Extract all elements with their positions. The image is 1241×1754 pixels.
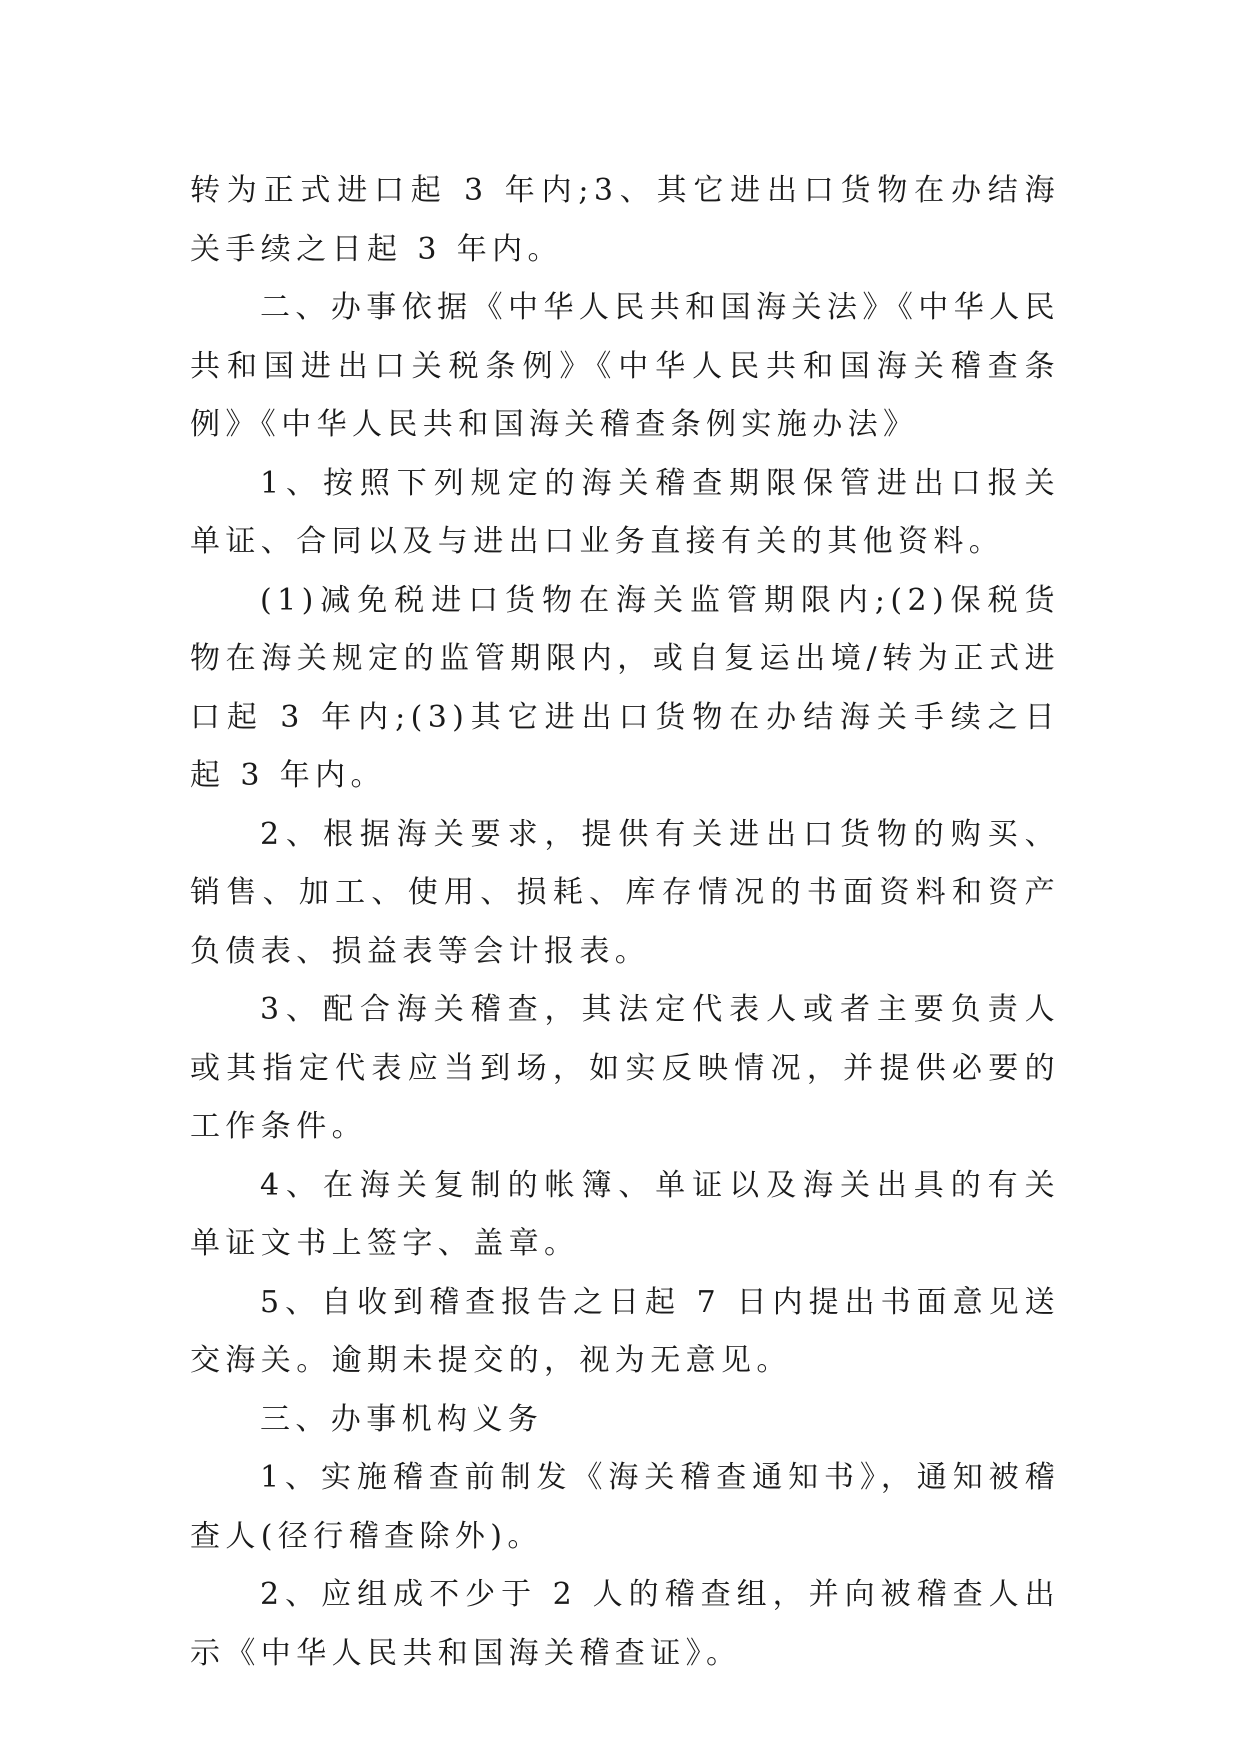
paragraph-obligation-2: 2、根据海关要求，提供有关进出口货物的购买、销售、加工、使用、损耗、库存情况的书面资料和资产负债表、损益表等会计报表。: [190, 816, 1060, 969]
paragraph-basis-heading: 二、办事依据《中华人民共和国海关法》《中华人民共和国进出口关税条例》《中华人民共和国海关稽查条例》《中华人民共和国海关稽查条例实施办法》: [190, 290, 1060, 442]
paragraph-obligation-5: 5、自收到稽查报告之日起 7 日内提出书面意见送交海关。逾期未提交的，视为无意见。: [190, 1284, 1060, 1378]
paragraph-obligation-3: 3、配合海关稽查，其法定代表人或者主要负责人或其指定代表应当到场，如实反映情况，并提供必要的工作条件。: [190, 992, 1060, 1144]
document-body: [190, 162, 1060, 1683]
section-heading-agency-duties: 三、办事机构义务: [260, 1401, 544, 1437]
paragraph-obligation-4: 4、在海关复制的帐簿、单证以及海关出具的有关单证文书上签字、盖章。: [190, 1167, 1060, 1261]
paragraph-continuation: 转为正式进口起 3 年内;3、其它进出口货物在办结海关手续之日起 3 年内。: [190, 173, 1060, 267]
paragraph-agency-duty-1: 1、实施稽查前制发《海关稽查通知书》，通知被稽查人(径行稽查除外)。: [190, 1460, 1060, 1554]
paragraph-obligation-1: 1、按照下列规定的海关稽查期限保管进出口报关单证、合同以及与进出口业务直接有关的其他资料。: [190, 465, 1060, 559]
paragraph-agency-duty-2: 2、应组成不少于 2 人的稽查组，并向被稽查人出示《中华人民共和国海关稽查证》。: [190, 1577, 1060, 1671]
paragraph-obligation-1-detail: (1)减免税进口货物在海关监管期限内;(2)保税货物在海关规定的监管期限内，或自复运出境/转为正式进口起 3 年内;(3)其它进出口货物在办结海关手续之日起 3 年内。: [190, 582, 1060, 793]
